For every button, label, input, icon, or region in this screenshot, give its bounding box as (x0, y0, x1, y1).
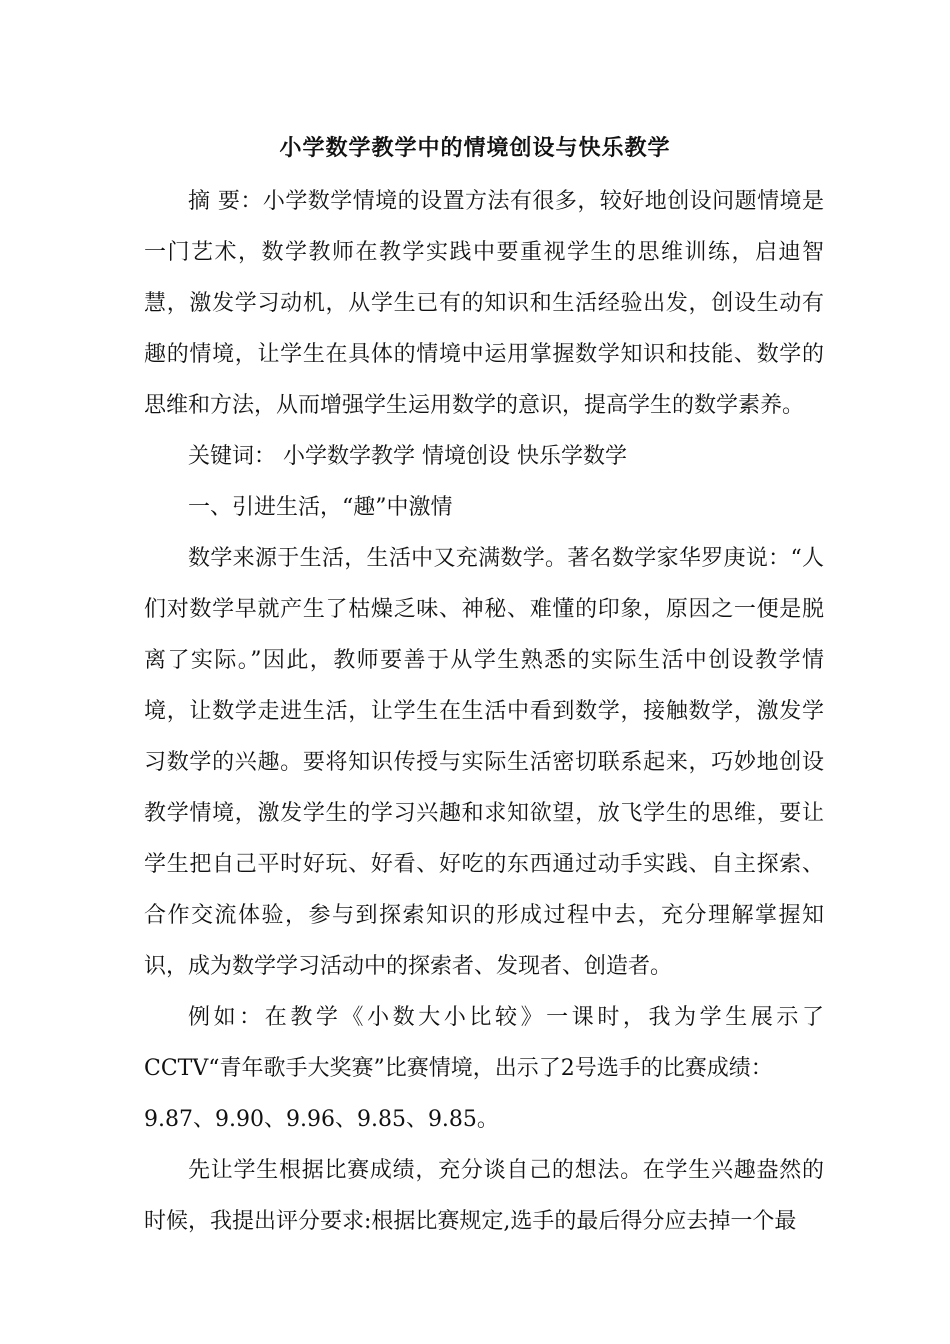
document-body (144, 176, 824, 1247)
section-heading: 一、引进生活，“趣”中激情 (188, 495, 453, 520)
keywords-paragraph: 关键词： 小学数学教学 情境创设 快乐学数学 (188, 444, 627, 469)
body-paragraph-continued: 先让学生根据比赛成绩，充分谈自己的想法。在学生兴趣盎然的时候，我提出评分要求:根据比赛规定,选手的最后得分应去掉一个最 (144, 1158, 824, 1234)
scores-line: 9.87、9.90、9.96、9.85、9.85。 (144, 1107, 499, 1132)
body-paragraph: 数学来源于生活，生活中又充满数学。著名数学家华罗庚说：“人们对数学早就产生了枯燥乏味、神秘、难懂的印象，原因之一便是脱离了实际。”因此，教师要善于从学生熟悉的实际生活中创设教学情境，让数学走进生活，让学生在生活中看到数学，接触数学，激发学习数学的兴趣。要将知识传授与实际生活密切联系起来，巧妙地创设教学情境，激发学生的学习兴趣和求知欲望，放飞学生的思维，要让学生把自己平时好玩、好看、好吃的东西通过动手实践、自主探索、合作交流体验，参与到探索知识的形成过程中去，充分理解掌握知识，成为数学学习活动中的探索者、发现者、创造者。 (144, 546, 824, 979)
example-paragraph: 例如：在教学《小数大小比较》一课时，我为学生展示了CCTV“青年歌手大奖赛”比赛情境，出示了2号选手的比赛成绩： (144, 1005, 824, 1081)
abstract-paragraph: 摘 要：小学数学情境的设置方法有很多，较好地创设问题情境是一门艺术，数学教师在教学实践中要重视学生的思维训练，启迪智慧，激发学习动机，从学生已有的知识和生活经验出发，创设生动有趣的情境，让学生在具体的情境中运用掌握数学知识和技能、数学的思维和方法，从而增强学生运用数学的意识，提高学生的数学素养。 (144, 189, 824, 418)
page-title: 小学数学教学中的情境创设与快乐教学 (279, 135, 671, 161)
